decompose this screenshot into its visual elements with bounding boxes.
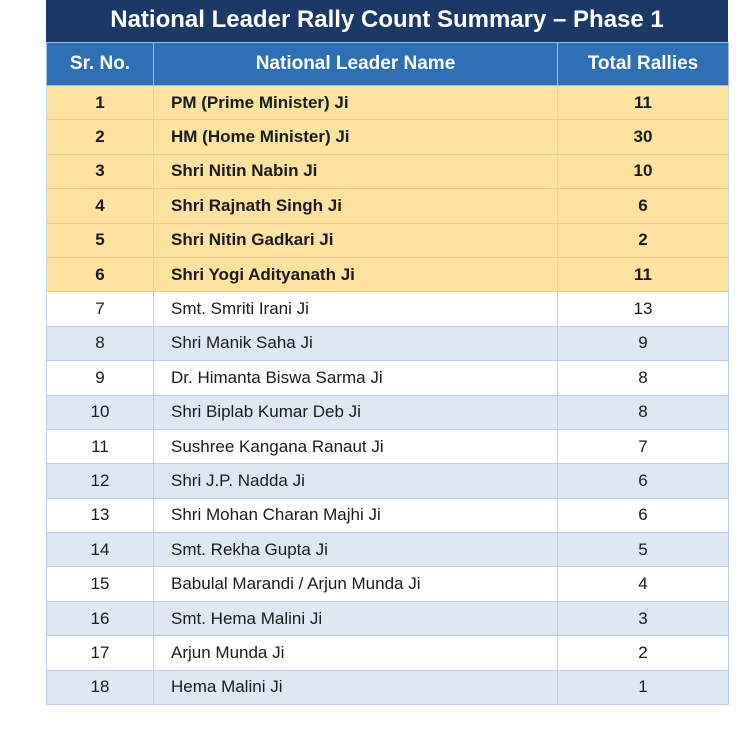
table-row [47,257,729,291]
cell-leader-name: Smt. Hema Malini Ji [154,601,558,635]
cell-total-rallies: 4 [558,567,729,601]
cell-total-rallies: 3 [558,601,729,635]
cell-total-rallies: 11 [558,86,729,120]
cell-leader-name: Shri Manik Saha Ji [154,326,558,360]
table-row [47,326,729,360]
table-row [47,361,729,395]
cell-sr-no: 18 [47,670,154,704]
table-row [47,395,729,429]
cell-leader-name: Dr. Himanta Biswa Sarma Ji [154,361,558,395]
cell-sr-no: 1 [47,86,154,120]
cell-total-rallies: 5 [558,533,729,567]
cell-leader-name: HM (Home Minister) Ji [154,120,558,154]
cell-total-rallies: 11 [558,257,729,291]
cell-leader-name: Hema Malini Ji [154,670,558,704]
cell-sr-no: 4 [47,189,154,223]
cell-sr-no: 12 [47,464,154,498]
cell-total-rallies: 1 [558,670,729,704]
table-row [47,670,729,704]
cell-leader-name: Shri Nitin Gadkari Ji [154,223,558,257]
table-row [47,223,729,257]
cell-total-rallies: 2 [558,636,729,670]
cell-leader-name: Shri Rajnath Singh Ji [154,189,558,223]
table-body [47,86,729,705]
table-row [47,567,729,601]
rally-table [46,42,729,705]
cell-leader-name: Smt. Smriti Irani Ji [154,292,558,326]
header-row [47,43,729,86]
cell-sr-no: 7 [47,292,154,326]
cell-sr-no: 13 [47,498,154,532]
cell-sr-no: 14 [47,533,154,567]
cell-leader-name: Sushree Kangana Ranaut Ji [154,429,558,463]
cell-total-rallies: 2 [558,223,729,257]
rally-summary-table [46,0,728,705]
cell-total-rallies: 13 [558,292,729,326]
cell-total-rallies: 10 [558,154,729,188]
cell-leader-name: Shri Yogi Adityanath Ji [154,257,558,291]
table-row [47,636,729,670]
cell-leader-name: Babulal Marandi / Arjun Munda Ji [154,567,558,601]
column-header-total-rallies: Total Rallies [558,43,729,86]
table-row [47,601,729,635]
cell-total-rallies: 8 [558,395,729,429]
table-row [47,189,729,223]
cell-total-rallies: 8 [558,361,729,395]
column-header-leader-name: National Leader Name [154,43,558,86]
cell-leader-name: PM (Prime Minister) Ji [154,86,558,120]
cell-sr-no: 5 [47,223,154,257]
column-header-sr-no: Sr. No. [47,43,154,86]
cell-total-rallies: 7 [558,429,729,463]
cell-total-rallies: 9 [558,326,729,360]
table-row [47,464,729,498]
table-row [47,292,729,326]
cell-leader-name: Shri J.P. Nadda Ji [154,464,558,498]
cell-leader-name: Shri Biplab Kumar Deb Ji [154,395,558,429]
cell-sr-no: 15 [47,567,154,601]
cell-sr-no: 8 [47,326,154,360]
cell-total-rallies: 6 [558,464,729,498]
cell-sr-no: 2 [47,120,154,154]
cell-sr-no: 10 [47,395,154,429]
cell-sr-no: 11 [47,429,154,463]
cell-leader-name: Shri Nitin Nabin Ji [154,154,558,188]
cell-leader-name: Arjun Munda Ji [154,636,558,670]
cell-sr-no: 17 [47,636,154,670]
cell-sr-no: 16 [47,601,154,635]
cell-total-rallies: 30 [558,120,729,154]
cell-sr-no: 6 [47,257,154,291]
cell-leader-name: Smt. Rekha Gupta Ji [154,533,558,567]
table-row [47,86,729,120]
cell-total-rallies: 6 [558,189,729,223]
table-row [47,533,729,567]
table-row [47,120,729,154]
cell-sr-no: 3 [47,154,154,188]
table-header [47,43,729,86]
table-title: National Leader Rally Count Summary – Phase 1 [46,0,728,42]
cell-total-rallies: 6 [558,498,729,532]
table-row [47,429,729,463]
cell-leader-name: Shri Mohan Charan Majhi Ji [154,498,558,532]
table-row [47,154,729,188]
cell-sr-no: 9 [47,361,154,395]
table-row [47,498,729,532]
